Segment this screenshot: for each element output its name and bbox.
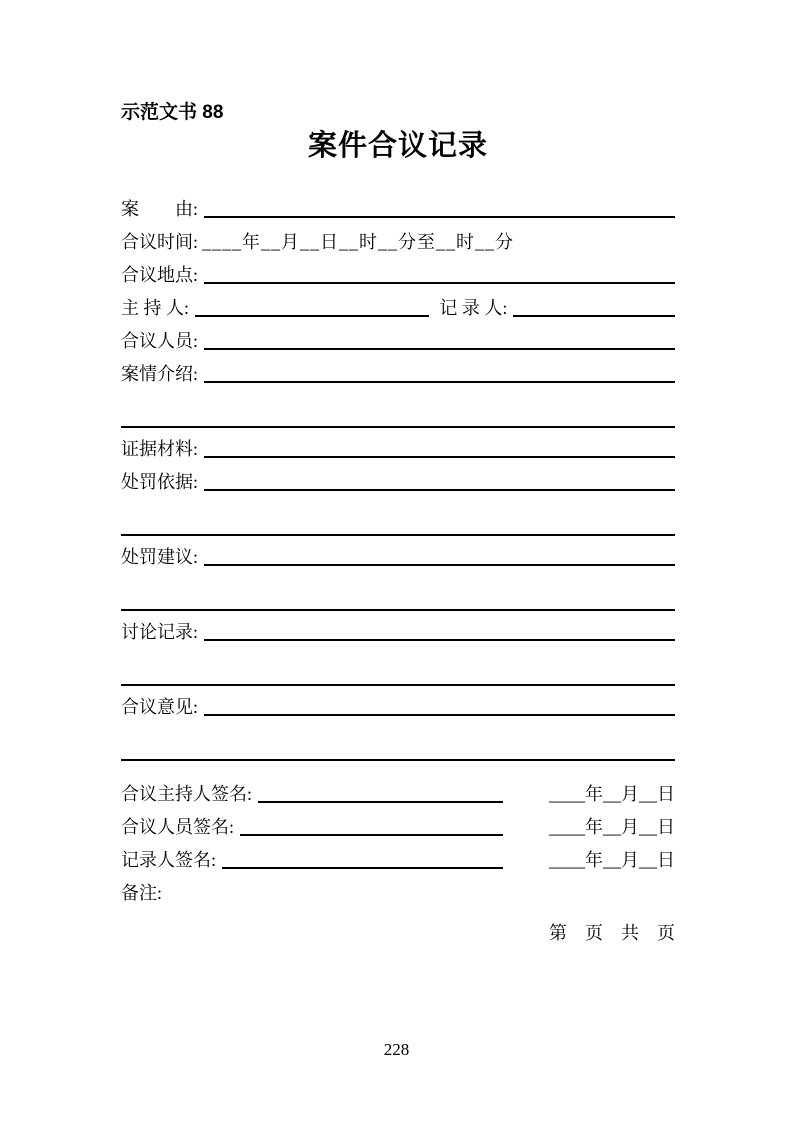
remarks-label: 备注:: [121, 883, 163, 904]
members-label: 合议人员:: [121, 331, 199, 352]
page-number: 228: [383, 1040, 410, 1059]
discussion-label: 讨论记录:: [121, 622, 199, 643]
field-row-opinion: [121, 686, 675, 719]
host-sign-label: 合议主持人签名:: [121, 784, 253, 805]
recorder-sign-blank-line: [222, 867, 503, 869]
case-cause-blank-line: [204, 216, 675, 218]
penalty-basis-label: 处罚依据:: [121, 472, 199, 493]
time-label: 合议时间:: [121, 232, 199, 253]
opinion-blank-line: [204, 714, 675, 716]
members-sign-date-blank: ____年__月__日: [549, 817, 675, 838]
host-sign-date-blank: ____年__月__日: [549, 784, 675, 805]
field-row-time: [121, 221, 675, 254]
doc-label: 示范文书 88: [121, 102, 224, 123]
signature-section: [121, 773, 675, 905]
case-intro-blank-line: [204, 381, 675, 383]
field-row-remarks: [121, 872, 675, 905]
field-row-members: [121, 320, 675, 353]
case-intro-label: 案情介绍:: [121, 364, 199, 385]
location-blank-line: [204, 282, 675, 284]
penalty-basis-continuation-line: [121, 494, 675, 536]
penalty-suggestion-blank-line: [204, 564, 675, 566]
field-row-case-intro: [121, 353, 675, 386]
case-intro-continuation-line: [121, 386, 675, 428]
evidence-label: 证据材料:: [121, 439, 199, 460]
field-row-location: [121, 254, 675, 287]
case-cause-label: 案 由:: [121, 199, 199, 220]
penalty-suggestion-continuation-line: [121, 569, 675, 611]
page-title: 案件合议记录: [307, 130, 488, 162]
signature-row-host: [121, 773, 675, 806]
opinion-label: 合议意见:: [121, 697, 199, 718]
field-row-case-cause: [121, 188, 675, 221]
recorder-label: 记 录 人:: [439, 298, 508, 319]
penalty-basis-blank-line: [204, 489, 675, 491]
signature-row-recorder: [121, 839, 675, 872]
discussion-continuation-line: [121, 644, 675, 686]
members-sign-blank-line: [240, 834, 503, 836]
host-sign-blank-line: [258, 801, 503, 803]
location-label: 合议地点:: [121, 265, 199, 286]
recorder-sign-label: 记录人签名:: [121, 850, 217, 871]
host-blank-line: [195, 315, 429, 317]
host-label: 主 持 人:: [121, 298, 190, 319]
field-row-host-recorder: [121, 287, 675, 320]
signature-row-members: [121, 806, 675, 839]
field-row-penalty-basis: [121, 461, 675, 494]
members-blank-line: [204, 348, 675, 350]
time-blanks: ____年__月__日__时__分至__时__分: [202, 232, 515, 253]
members-sign-label: 合议人员签名:: [121, 817, 235, 838]
field-row-penalty-suggestion: [121, 536, 675, 569]
discussion-blank-line: [204, 639, 675, 641]
field-row-evidence: [121, 428, 675, 461]
opinion-continuation-line: [121, 719, 675, 761]
recorder-blank-line: [513, 315, 675, 317]
field-row-discussion: [121, 611, 675, 644]
recorder-sign-date-blank: ____年__月__日: [549, 850, 675, 871]
page-of-pages-footer: 第 页 共 页: [549, 923, 675, 944]
evidence-blank-line: [204, 456, 675, 458]
penalty-suggestion-label: 处罚建议:: [121, 547, 199, 568]
